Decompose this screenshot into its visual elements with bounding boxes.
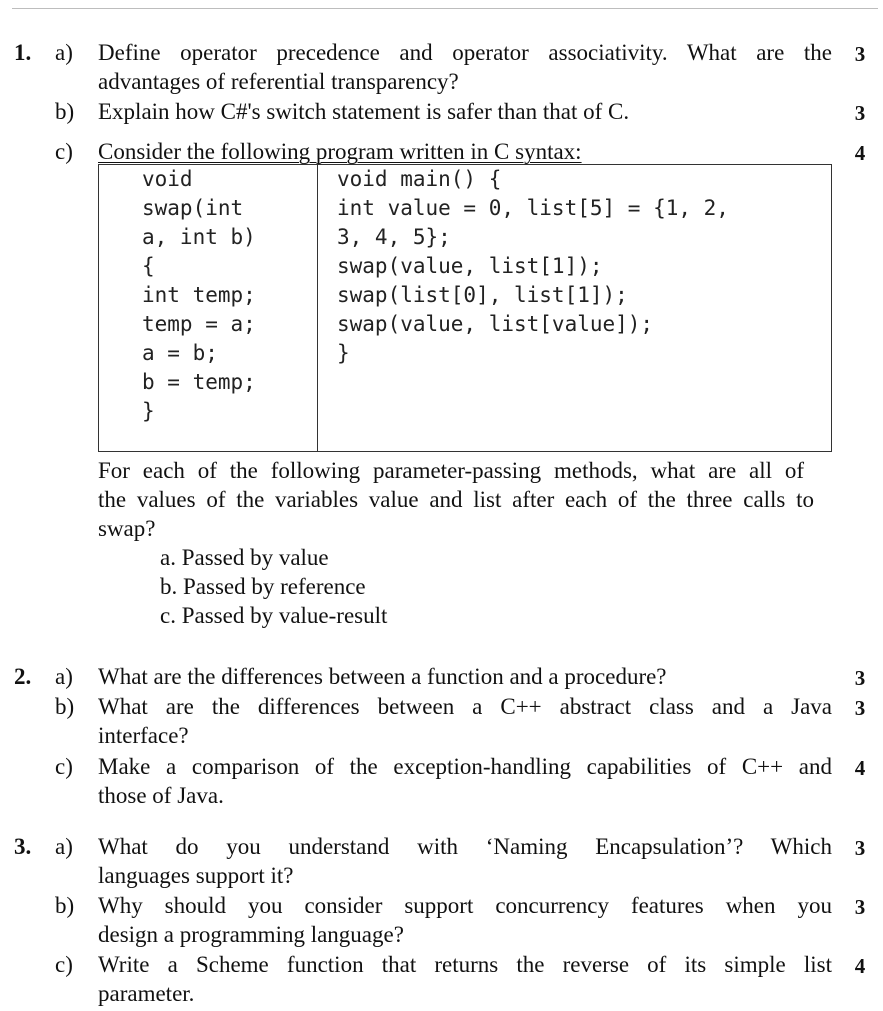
q1c-after-line2: the values of the variables value and list after each of the three calls to xyxy=(98,487,814,512)
option-pass-by-value: a. Passed by value xyxy=(160,545,329,570)
code-left-line-2: swap(int xyxy=(142,196,244,220)
q3b-label: b) xyxy=(55,893,75,918)
q1c-text: Consider the following program written in C syntax: xyxy=(98,139,582,164)
q3b-text-line2: design a programming language? xyxy=(98,922,404,947)
top-rule xyxy=(12,8,878,9)
q3c-text-line2: parameter. xyxy=(98,981,195,1006)
q2c-text-line2: those of Java. xyxy=(98,783,224,808)
q2a-marks: 3 xyxy=(854,666,866,690)
q2a-text: What are the differences between a function and a procedure? xyxy=(98,664,667,689)
q1b-label: b) xyxy=(55,99,75,124)
q3a-marks: 3 xyxy=(854,836,866,860)
q1a-text-line1: Define operator precedence and operator associativity. What are the xyxy=(98,40,832,65)
code-left-line-8: b = temp; xyxy=(142,370,256,394)
q1c-after-line1: For each of the following parameter-passing methods, what are all of xyxy=(98,458,804,483)
code-left-line-7: a = b; xyxy=(142,341,218,365)
q2-number: 2. xyxy=(14,664,32,689)
q2b-marks: 3 xyxy=(854,696,866,720)
q2a-label: a) xyxy=(55,664,73,689)
code-left-line-4: { xyxy=(142,254,155,278)
code-right-line-7: } xyxy=(337,341,350,365)
q1c-marks: 4 xyxy=(854,141,866,165)
q2c-text-line1: Make a comparison of the exception-handling capabilities of C++ and xyxy=(98,754,832,779)
q2b-text-line2: interface? xyxy=(98,723,189,748)
q1a-label: a) xyxy=(55,40,73,65)
q2c-label: c) xyxy=(55,754,73,779)
q1a-text-line2: advantages of referential transparency? xyxy=(98,69,459,94)
code-left-line-3: a, int b) xyxy=(142,225,256,249)
code-right-line-6: swap(value, list[value]); xyxy=(337,312,654,336)
q3-number: 3. xyxy=(14,834,32,859)
q1-number: 1. xyxy=(14,40,32,65)
q1a-marks: 3 xyxy=(854,42,866,66)
code-right-line-4: swap(value, list[1]); xyxy=(337,254,603,278)
q3a-text-line2: languages support it? xyxy=(98,863,294,888)
q3a-text-line1: What do you understand with ‘Naming Encapsulation’? Which xyxy=(98,834,832,859)
code-left-line-5: int temp; xyxy=(142,283,256,307)
q2b-label: b) xyxy=(55,694,75,719)
code-left-line-6: temp = a; xyxy=(142,312,256,336)
code-left-line-9: } xyxy=(142,399,155,423)
q1c-label: c) xyxy=(55,139,73,164)
q3a-label: a) xyxy=(55,834,73,859)
q3c-marks: 4 xyxy=(854,954,866,978)
q2b-text-line1: What are the differences between a C++ abstract class and a Java xyxy=(98,694,832,719)
code-right-line-2: int value = 0, list[5] = {1, 2, xyxy=(337,196,729,220)
code-table-divider xyxy=(317,164,318,452)
q2c-marks: 4 xyxy=(854,756,866,780)
q1c-after-line3: swap? xyxy=(98,516,156,541)
q3c-label: c) xyxy=(55,952,73,977)
q1b-text: Explain how C#'s switch statement is safer than that of C. xyxy=(98,99,630,124)
code-right-line-3: 3, 4, 5}; xyxy=(337,225,451,249)
code-right-line-1: void main() { xyxy=(337,167,502,191)
code-right-line-5: swap(list[0], list[1]); xyxy=(337,283,628,307)
q1b-marks: 3 xyxy=(854,101,866,125)
q3b-text-line1: Why should you consider support concurrency features when you xyxy=(98,893,832,918)
option-pass-by-value-result: c. Passed by value-result xyxy=(160,603,388,628)
code-left-line-1: void xyxy=(142,167,193,191)
q3b-marks: 3 xyxy=(854,895,866,919)
option-pass-by-reference: b. Passed by reference xyxy=(160,574,366,599)
q3c-text-line1: Write a Scheme function that returns the reverse of its simple list xyxy=(98,952,832,977)
